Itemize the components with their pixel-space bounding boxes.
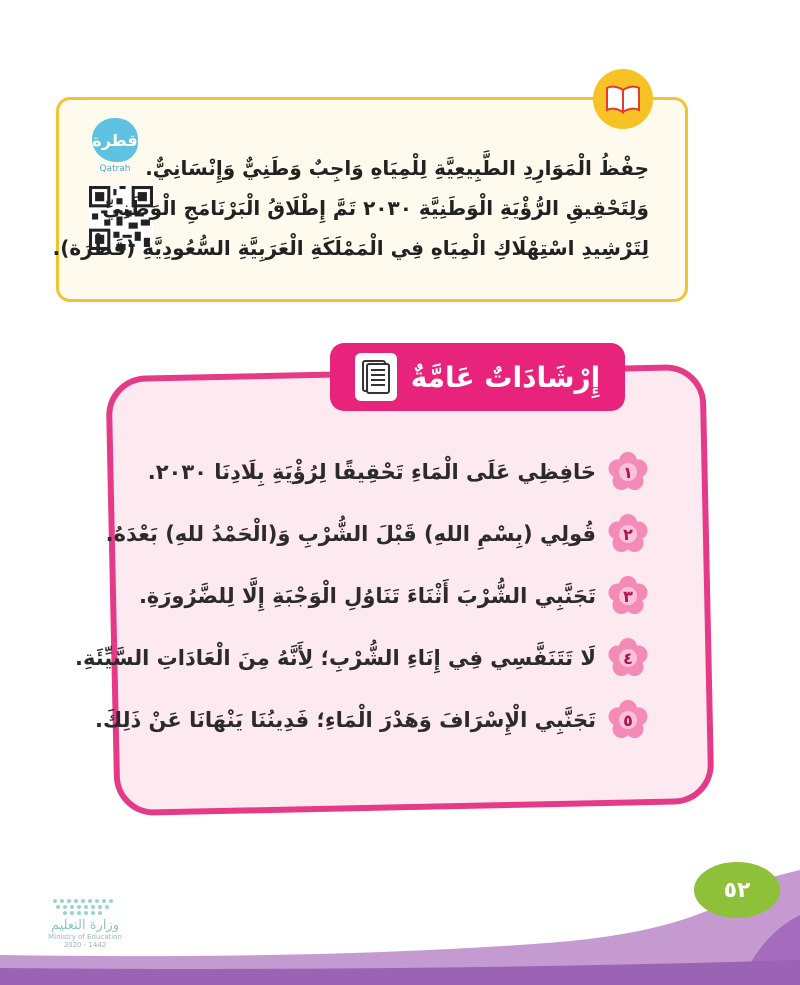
- item-text: لَا تَتَنَفَّسِي فِي إِنَاءِ الشُّرْبِ؛ لِأَنَّهُ مِنَ الْعَادَاتِ السَّيِّئَةِ.: [75, 646, 596, 670]
- item-number: ٢: [623, 524, 633, 544]
- ministry-logo: [30, 896, 140, 951]
- item-text: تَجَنَّبِي الشُّرْبَ أَثْنَاءَ تَنَاوُلِ الْوَجْبَةِ إِلَّا لِلضَّرُورَةِ.: [138, 584, 596, 608]
- ministry-emblem-icon: [50, 896, 120, 918]
- item-text: تَجَنَّبِي الْإِسْرَافَ وَهَدْرَ الْمَاءِ؛ فَدِينُنَا يَنْهَانَا عَنْ ذَلِكَ.: [95, 708, 596, 732]
- list-item: [75, 627, 648, 689]
- flower-icon: [608, 576, 648, 616]
- ministry-year: 2020 - 1442: [63, 941, 107, 949]
- flower-icon: [608, 638, 648, 678]
- ministry-name-ar: وزارة التعليم: [50, 918, 120, 933]
- flower-icon: [608, 700, 648, 740]
- item-text: حَافِظِي عَلَى الْمَاءِ تَحْقِيقًا لِرُؤْيَةِ بِلَادِنَا ٢٠٣٠.: [147, 460, 596, 484]
- guidelines-list: [75, 441, 648, 751]
- info-line: وَلِتَحْقِيقِ الرُّؤْيَةِ الْوَطَنِيَّةِ ٢٠٣٠ تَمَّ إِطْلَاقُ الْبَرْنَامَجِ الْوَطَنِيِّ: [102, 196, 649, 220]
- list-item: [128, 441, 648, 503]
- info-box: [52, 97, 688, 302]
- page-number: ٥٢: [694, 862, 780, 918]
- ministry-name-en: Ministry of Education: [48, 933, 122, 941]
- info-line: حِفْظُ الْمَوَارِدِ الطَّبِيعِيَّةِ لِلْمِيَاهِ وَاجِبٌ وَطَنِيٌّ وَإِنْسَانِيٌّ.: [145, 156, 649, 180]
- list-item: [105, 503, 648, 565]
- item-number: ١: [623, 462, 633, 482]
- item-text: قُولِي (بِسْمِ اللهِ) قَبْلَ الشُّرْبِ وَ(الْحَمْدُ للهِ) بَعْدَهُ.: [105, 522, 596, 546]
- qatrah-logo-text: Qatrah: [99, 164, 131, 174]
- document-list-icon: [355, 353, 397, 401]
- item-number: ٥: [623, 710, 633, 730]
- item-number: ٣: [623, 586, 633, 606]
- flower-icon: [608, 514, 648, 554]
- open-book-icon: [593, 69, 653, 129]
- guidelines-title: إِرْشَادَاتٌ عَامَّةٌ: [410, 360, 601, 394]
- item-number: ٤: [623, 648, 633, 668]
- guidelines-title-tab: [330, 343, 625, 411]
- info-line: لِتَرْشِيدِ اسْتِهْلَاكِ الْمِيَاهِ فِي الْمَمْلَكَةِ الْعَرَبِيَّةِ السُّعُودِيَّةِ (قَطْرَة).: [52, 236, 649, 260]
- flower-icon: [608, 452, 648, 492]
- list-item: [128, 565, 648, 627]
- list-item: [95, 689, 648, 751]
- qatrah-logo-mark: قطرة: [92, 118, 138, 162]
